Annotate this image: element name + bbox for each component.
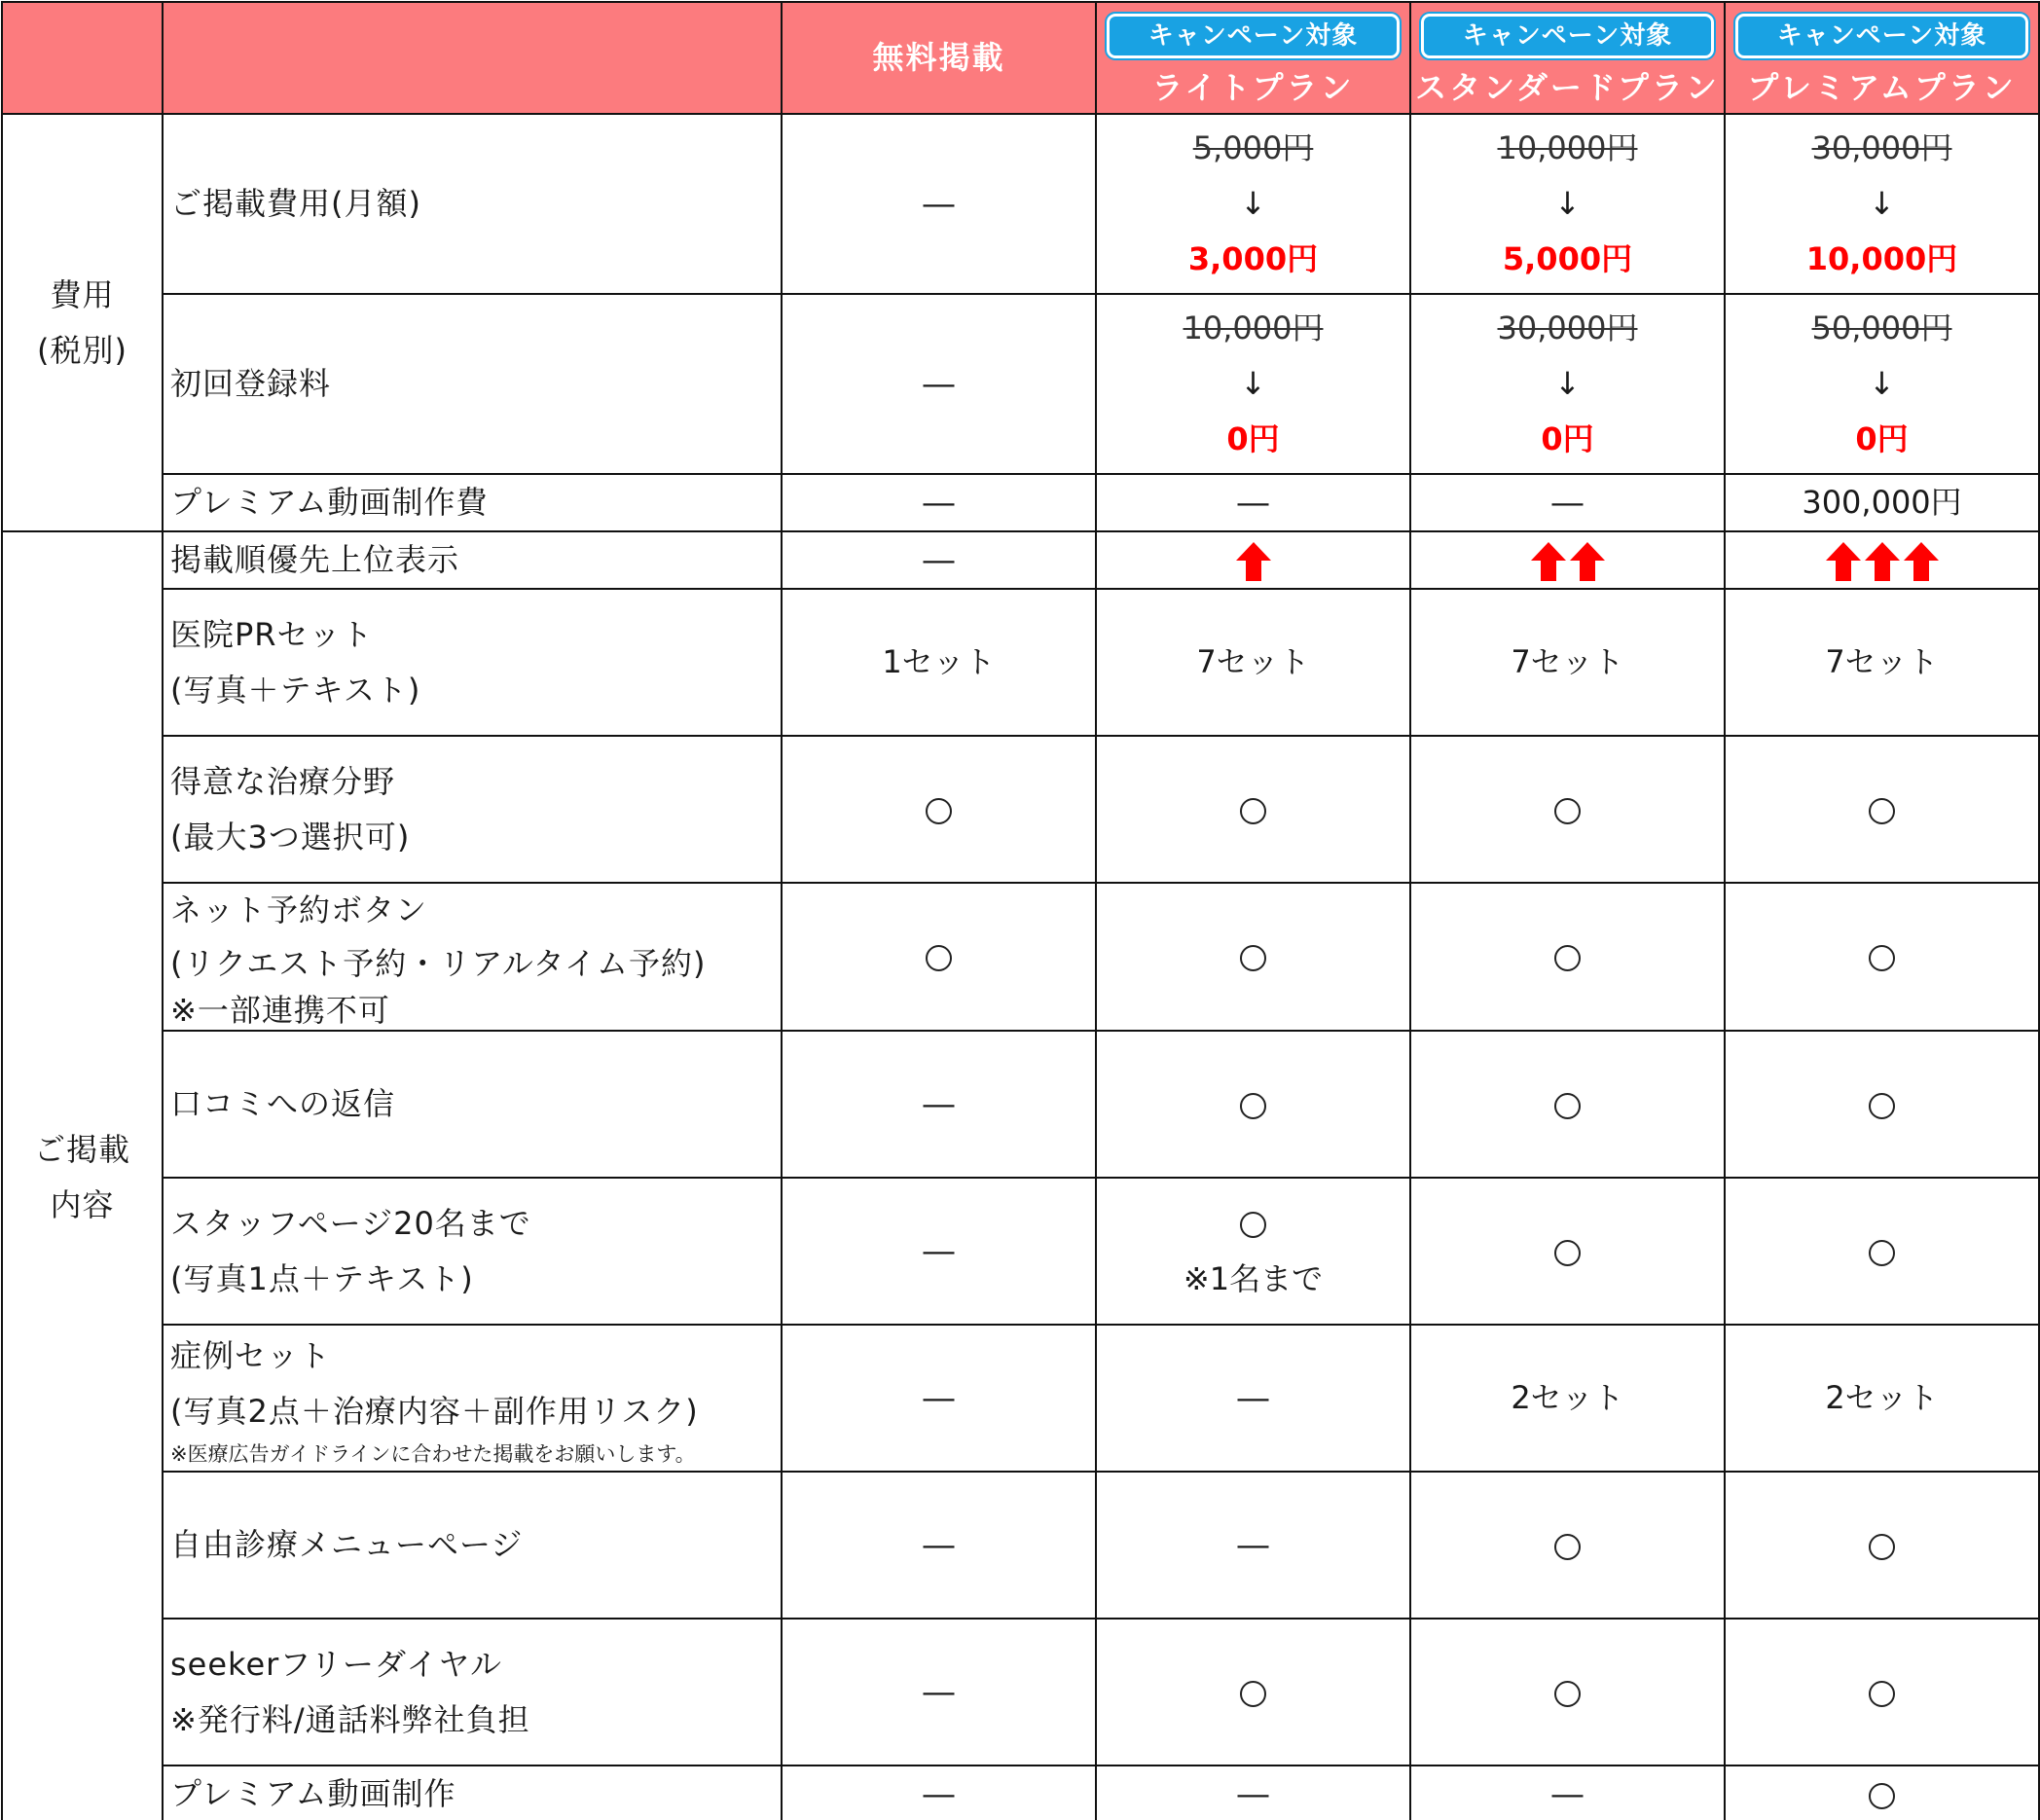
down-arrow-icon: ↓ xyxy=(1869,365,1895,402)
cell-initial-free: ― xyxy=(782,294,1096,474)
campaign-badge-light: キャンペーン対象 xyxy=(1107,14,1400,58)
cell-menu-free: ― xyxy=(782,1472,1096,1619)
header-premium xyxy=(1725,2,2039,114)
cell-staff-standard xyxy=(1410,1178,1725,1325)
feature-sublabel: (写真2点＋治療内容＋副作用リスク) xyxy=(170,1392,699,1430)
row-cases xyxy=(2,1325,2039,1472)
category-cost-label: 費用 xyxy=(50,275,115,313)
category-cost-sublabel: (税別) xyxy=(37,331,128,369)
circle-icon xyxy=(1240,1681,1266,1707)
cell-monthly-light xyxy=(1096,114,1410,294)
cell-specialty-premium xyxy=(1725,736,2039,883)
plan-name-premium: プレミアムプラン xyxy=(1747,68,2017,106)
down-arrow-icon: ↓ xyxy=(1869,185,1895,222)
circle-icon xyxy=(1554,1240,1581,1266)
feature-sublabel: (最大3つ選択可) xyxy=(170,818,411,855)
circle-icon xyxy=(1554,1093,1581,1119)
feature-sublabel: (リクエスト予約・リアルタイム予約) xyxy=(170,945,707,982)
cell-initial-standard xyxy=(1410,294,1725,474)
cell-specialty-standard xyxy=(1410,736,1725,883)
old-price: 10,000円 xyxy=(1497,129,1638,166)
circle-icon xyxy=(1869,1534,1895,1560)
old-price: 5,000円 xyxy=(1192,129,1314,166)
feature-sublabel: (写真1点＋テキスト) xyxy=(170,1259,474,1297)
header-free xyxy=(782,2,1096,114)
feature-label: seekerフリーダイヤル xyxy=(170,1645,503,1683)
cell-booking-standard xyxy=(1410,883,1725,1031)
row-monthly-fee xyxy=(2,114,2039,294)
cell-specialty-light xyxy=(1096,736,1410,883)
circle-icon xyxy=(1869,1093,1895,1119)
header-empty-category xyxy=(2,2,163,114)
cell-reviews-premium xyxy=(1725,1031,2039,1178)
old-price: 10,000円 xyxy=(1183,309,1324,346)
feature-label: 得意な治療分野 xyxy=(170,762,396,800)
cell-reviews-standard xyxy=(1410,1031,1725,1178)
cell-menu-light: ― xyxy=(1096,1472,1410,1619)
header-row xyxy=(2,2,2039,114)
feature-menu-page: 自由診療メニューページ xyxy=(163,1472,782,1619)
cell-cases-premium: 2セット xyxy=(1725,1325,2039,1472)
circle-icon xyxy=(1554,945,1581,971)
cell-priority-premium xyxy=(1725,531,2039,589)
staff-limit-note: ※1名まで xyxy=(1183,1259,1324,1297)
cell-video-premium xyxy=(1725,1765,2039,1820)
category-content-sublabel: 内容 xyxy=(50,1185,115,1223)
cell-menu-premium xyxy=(1725,1472,2039,1619)
old-price: 50,000円 xyxy=(1811,309,1952,346)
row-free-dial xyxy=(2,1619,2039,1765)
cell-booking-light xyxy=(1096,883,1410,1031)
campaign-price: 0円 xyxy=(1855,420,1909,457)
category-content xyxy=(2,531,163,1820)
cell-menu-standard xyxy=(1410,1472,1725,1619)
cell-staff-premium xyxy=(1725,1178,2039,1325)
up-arrow-icon xyxy=(1903,541,1940,582)
category-content-label: ご掲載 xyxy=(33,1130,130,1168)
cell-priority-standard xyxy=(1410,531,1725,589)
cell-pr-free: 1セット xyxy=(782,589,1096,736)
cell-staff-light xyxy=(1096,1178,1410,1325)
feature-net-booking xyxy=(163,883,782,1031)
cell-dial-standard xyxy=(1410,1619,1725,1765)
old-price: 30,000円 xyxy=(1811,129,1952,166)
circle-icon xyxy=(1240,945,1266,971)
row-pr-set xyxy=(2,589,2039,736)
cell-priority-light xyxy=(1096,531,1410,589)
feature-reviews: 口コミへの返信 xyxy=(163,1031,782,1178)
cell-reviews-light xyxy=(1096,1031,1410,1178)
campaign-price: 5,000円 xyxy=(1502,240,1633,277)
down-arrow-icon: ↓ xyxy=(1240,365,1266,402)
row-specialty xyxy=(2,736,2039,883)
circle-icon xyxy=(926,798,952,824)
feature-note: ※医療広告ガイドラインに合わせた掲載をお願いします。 xyxy=(170,1441,696,1466)
cell-booking-free xyxy=(782,883,1096,1031)
campaign-badge-premium: キャンペーン対象 xyxy=(1735,14,2028,58)
cell-monthly-premium xyxy=(1725,114,2039,294)
feature-video-fee: プレミアム動画制作費 xyxy=(163,474,782,531)
circle-icon xyxy=(1869,1783,1895,1809)
cell-staff-free: ― xyxy=(782,1178,1096,1325)
priority-arrows xyxy=(1825,541,1940,582)
circle-icon xyxy=(1240,798,1266,824)
down-arrow-icon: ↓ xyxy=(1554,365,1581,402)
campaign-price: 10,000円 xyxy=(1805,240,1958,277)
up-arrow-icon xyxy=(1235,541,1272,582)
cell-pr-light: 7セット xyxy=(1096,589,1410,736)
row-initial-fee xyxy=(2,294,2039,474)
circle-icon xyxy=(1869,1681,1895,1707)
feature-label: ネット予約ボタン xyxy=(170,892,428,928)
campaign-badge-standard: キャンペーン対象 xyxy=(1421,14,1714,58)
campaign-price: 3,000円 xyxy=(1187,240,1319,277)
row-priority xyxy=(2,531,2039,589)
plan-name-standard: スタンダードプラン xyxy=(1415,68,1720,106)
cell-priority-free: ― xyxy=(782,531,1096,589)
cell-video-light: ― xyxy=(1096,1765,1410,1820)
feature-label: スタッフページ20名まで xyxy=(170,1204,531,1242)
circle-icon xyxy=(1554,1681,1581,1707)
priority-arrows xyxy=(1530,541,1606,582)
feature-label: 症例セット xyxy=(170,1336,332,1374)
circle-icon xyxy=(1240,1093,1266,1119)
header-standard xyxy=(1410,2,1725,114)
feature-cases xyxy=(163,1325,782,1472)
circle-icon xyxy=(926,945,952,971)
feature-note: ※発行料/通話料弊社負担 xyxy=(170,1700,530,1738)
cell-dial-premium xyxy=(1725,1619,2039,1765)
category-cost xyxy=(2,114,163,531)
feature-free-dial xyxy=(163,1619,782,1765)
header-free-label: 無料掲載 xyxy=(872,39,1005,76)
circle-icon xyxy=(1554,798,1581,824)
cell-video-standard: ― xyxy=(1410,1765,1725,1820)
down-arrow-icon: ↓ xyxy=(1554,185,1581,222)
circle-icon xyxy=(1869,1240,1895,1266)
circle-icon xyxy=(1554,1534,1581,1560)
cell-video-fee-standard: ― xyxy=(1410,474,1725,531)
feature-note: ※一部連携不可 xyxy=(170,992,390,1029)
feature-label: 医院PRセット xyxy=(170,615,374,653)
row-reviews xyxy=(2,1031,2039,1178)
cell-monthly-standard xyxy=(1410,114,1725,294)
campaign-price: 0円 xyxy=(1541,420,1594,457)
row-menu-page xyxy=(2,1472,2039,1619)
cell-pr-premium: 7セット xyxy=(1725,589,2039,736)
priority-arrows xyxy=(1235,541,1272,582)
feature-staff xyxy=(163,1178,782,1325)
cell-cases-light: ― xyxy=(1096,1325,1410,1472)
old-price: 30,000円 xyxy=(1497,309,1638,346)
header-empty-feature xyxy=(163,2,782,114)
circle-icon xyxy=(1869,945,1895,971)
cell-dial-light xyxy=(1096,1619,1410,1765)
circle-icon xyxy=(1240,1212,1266,1238)
cell-monthly-free: ― xyxy=(782,114,1096,294)
cell-booking-premium xyxy=(1725,883,2039,1031)
down-arrow-icon: ↓ xyxy=(1240,185,1266,222)
header-light xyxy=(1096,2,1410,114)
cell-video-free: ― xyxy=(782,1765,1096,1820)
cell-cases-standard: 2セット xyxy=(1410,1325,1725,1472)
up-arrow-icon xyxy=(1825,541,1862,582)
plan-comparison-table xyxy=(1,1,2040,1820)
cell-dial-free: ― xyxy=(782,1619,1096,1765)
cell-specialty-free xyxy=(782,736,1096,883)
up-arrow-icon xyxy=(1864,541,1901,582)
row-video xyxy=(2,1765,2039,1820)
feature-sublabel: (写真＋テキスト) xyxy=(170,671,421,709)
cell-pr-standard: 7セット xyxy=(1410,589,1725,736)
cell-reviews-free: ― xyxy=(782,1031,1096,1178)
cell-initial-light xyxy=(1096,294,1410,474)
feature-specialty xyxy=(163,736,782,883)
plan-name-light: ライトプラン xyxy=(1151,68,1355,106)
row-net-booking xyxy=(2,883,2039,1031)
circle-icon xyxy=(1869,798,1895,824)
cell-video-fee-light: ― xyxy=(1096,474,1410,531)
cell-video-fee-premium: 300,000円 xyxy=(1725,474,2039,531)
feature-pr-set xyxy=(163,589,782,736)
feature-initial-fee: 初回登録料 xyxy=(163,294,782,474)
row-staff xyxy=(2,1178,2039,1325)
feature-video: プレミアム動画制作 xyxy=(163,1765,782,1820)
feature-priority: 掲載順優先上位表示 xyxy=(163,531,782,589)
feature-monthly-fee: ご掲載費用(月額) xyxy=(163,114,782,294)
campaign-price: 0円 xyxy=(1226,420,1280,457)
cell-video-fee-free: ― xyxy=(782,474,1096,531)
cell-cases-free: ― xyxy=(782,1325,1096,1472)
up-arrow-icon xyxy=(1569,541,1606,582)
row-video-fee xyxy=(2,474,2039,531)
up-arrow-icon xyxy=(1530,541,1567,582)
cell-initial-premium xyxy=(1725,294,2039,474)
